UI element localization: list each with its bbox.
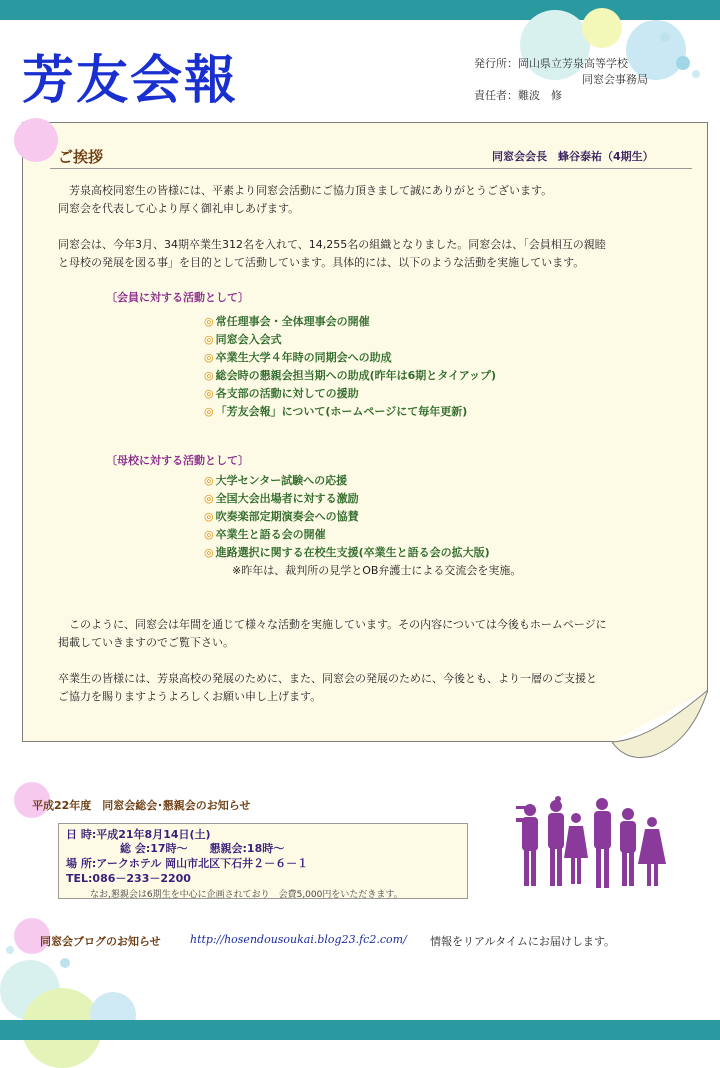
paragraph-line: と母校の発展を図る事」を目的として活動しています。具体的には、以下のような活動を実施しています。 bbox=[58, 256, 585, 269]
paragraph-line: このように、同窓会は年間を通じて様々な活動を実施しています。その内容については今後もホームページに bbox=[58, 618, 607, 631]
school-activity-note: ※昨年は、裁判所の見学とOB弁護士による交流会を実施。 bbox=[232, 564, 522, 577]
divider bbox=[50, 168, 692, 169]
decor-circle bbox=[676, 56, 690, 70]
bullet-icon: ◎ bbox=[204, 333, 214, 346]
paragraph-line: 同窓会を代表して心より厚く御礼申しあげます。 bbox=[58, 202, 300, 215]
list-item-text: 進路選択に関する在校生支援(卒業生と語る会の拡大版) bbox=[215, 546, 490, 559]
greeting-heading: ご挨拶 bbox=[58, 148, 104, 166]
decor-circle bbox=[60, 958, 70, 968]
bullet-icon: ◎ bbox=[204, 474, 214, 487]
greeting-paragraph bbox=[58, 616, 678, 652]
list-item-text: 総会時の懇親会担当期への助成(昨年は6期とタイアップ) bbox=[215, 369, 496, 382]
bullet-icon: ◎ bbox=[204, 315, 214, 328]
paragraph-line: 卒業生の皆様には、芳泉高校の発展のために、また、同窓会の発展のために、今後とも、より一層のご支援と bbox=[58, 672, 597, 685]
list-item-text: 全国大会出場者に対する激励 bbox=[215, 492, 359, 505]
greeting-author: 同窓会会長 蜂谷泰祐（4期生） bbox=[492, 150, 654, 163]
bullet-icon: ◎ bbox=[204, 492, 214, 505]
bullet-icon: ◎ bbox=[204, 546, 214, 559]
paragraph-line: ご協力を賜りますようよろしくお願い申し上げます。 bbox=[58, 690, 322, 703]
party-people-silhouette-icon bbox=[516, 796, 666, 890]
decor-circle bbox=[660, 32, 670, 42]
greeting-paragraph bbox=[58, 182, 678, 218]
bullet-icon: ◎ bbox=[204, 387, 214, 400]
bullet-icon: ◎ bbox=[204, 405, 214, 418]
list-item bbox=[204, 490, 490, 508]
list-item-text: 吹奏楽部定期演奏会への協賛 bbox=[215, 510, 359, 523]
list-item bbox=[204, 508, 490, 526]
publisher-info bbox=[474, 56, 648, 104]
paragraph-line: 掲載していきますのでご覧下さい。 bbox=[58, 636, 234, 649]
decor-circle bbox=[14, 118, 58, 162]
publisher-line: 責任者：難波 修 bbox=[474, 89, 562, 102]
decor-circle bbox=[6, 946, 14, 954]
bullet-icon: ◎ bbox=[204, 351, 214, 364]
greeting-paragraph bbox=[58, 670, 678, 706]
members-activities-heading: 〔会員に対する活動として〕 bbox=[106, 291, 249, 304]
decor-circle bbox=[582, 8, 622, 48]
list-item bbox=[204, 526, 490, 544]
decor-circle bbox=[692, 70, 700, 78]
list-item bbox=[204, 367, 496, 385]
bullet-icon: ◎ bbox=[204, 528, 214, 541]
greeting-paragraph bbox=[58, 236, 678, 272]
list-item bbox=[204, 313, 496, 331]
list-item-text: 「芳友会報」について(ホームページにて毎年更新) bbox=[215, 405, 468, 418]
list-item-text: 常任理事会・全体理事会の開催 bbox=[215, 315, 370, 328]
list-item-text: 大学センター試験への応援 bbox=[215, 474, 348, 487]
list-item bbox=[204, 385, 496, 403]
meeting-times: 総 会:17時～ 懇親会:18時～ bbox=[120, 842, 285, 855]
bullet-icon: ◎ bbox=[204, 510, 214, 523]
school-activities-heading: 〔母校に対する活動として〕 bbox=[106, 454, 249, 467]
meeting-note: なお,懇親会は6期生を中心に企画されており 会費5,000円をいただきます。 bbox=[90, 890, 403, 900]
blog-notice-title: 同窓会ブログのお知らせ bbox=[40, 935, 161, 948]
school-activities-list bbox=[204, 472, 490, 562]
list-item bbox=[204, 349, 496, 367]
list-item-text: 同窓会入会式 bbox=[215, 333, 282, 346]
meeting-date: 日 時:平成21年8月14日(土) bbox=[66, 828, 211, 841]
newsletter-title: 芳友会報 bbox=[22, 51, 239, 111]
list-item-text: 各支部の活動に対しての援助 bbox=[215, 387, 359, 400]
publisher-line: 同窓会事務局 bbox=[582, 73, 648, 86]
meeting-tel: TEL:086－233－2200 bbox=[66, 872, 191, 885]
list-item bbox=[204, 331, 496, 349]
members-activities-list bbox=[204, 313, 496, 421]
list-item-text: 卒業生と語る会の開催 bbox=[215, 528, 326, 541]
list-item bbox=[204, 472, 490, 490]
list-item-text: 卒業生大学４年時の同期会への助成 bbox=[215, 351, 392, 364]
list-item bbox=[204, 403, 496, 421]
blog-description: 情報をリアルタイムにお届けします。 bbox=[430, 935, 616, 948]
meeting-notice-title: 平成22年度 同窓会総会･懇親会のお知らせ bbox=[32, 799, 251, 812]
meeting-place: 場 所:アークホテル 岡山市北区下石井２－６－１ bbox=[66, 857, 309, 870]
paragraph-line: 芳泉高校同窓生の皆様には、平素より同窓会活動にご協力頂きまして誠にありがとうございます。 bbox=[58, 184, 553, 197]
blog-url-link[interactable]: http://hosendousoukai.blog23.fc2.com/ bbox=[190, 933, 407, 946]
list-item bbox=[204, 544, 490, 562]
paragraph-line: 同窓会は、今年3月、34期卒業生312名を入れて、14,255名の組織となりました。同窓会は、「会員相互の親睦 bbox=[58, 238, 606, 251]
bottom-band bbox=[0, 1020, 720, 1040]
publisher-line: 発行所：岡山県立芳泉高等学校 bbox=[474, 57, 628, 70]
bullet-icon: ◎ bbox=[204, 369, 214, 382]
